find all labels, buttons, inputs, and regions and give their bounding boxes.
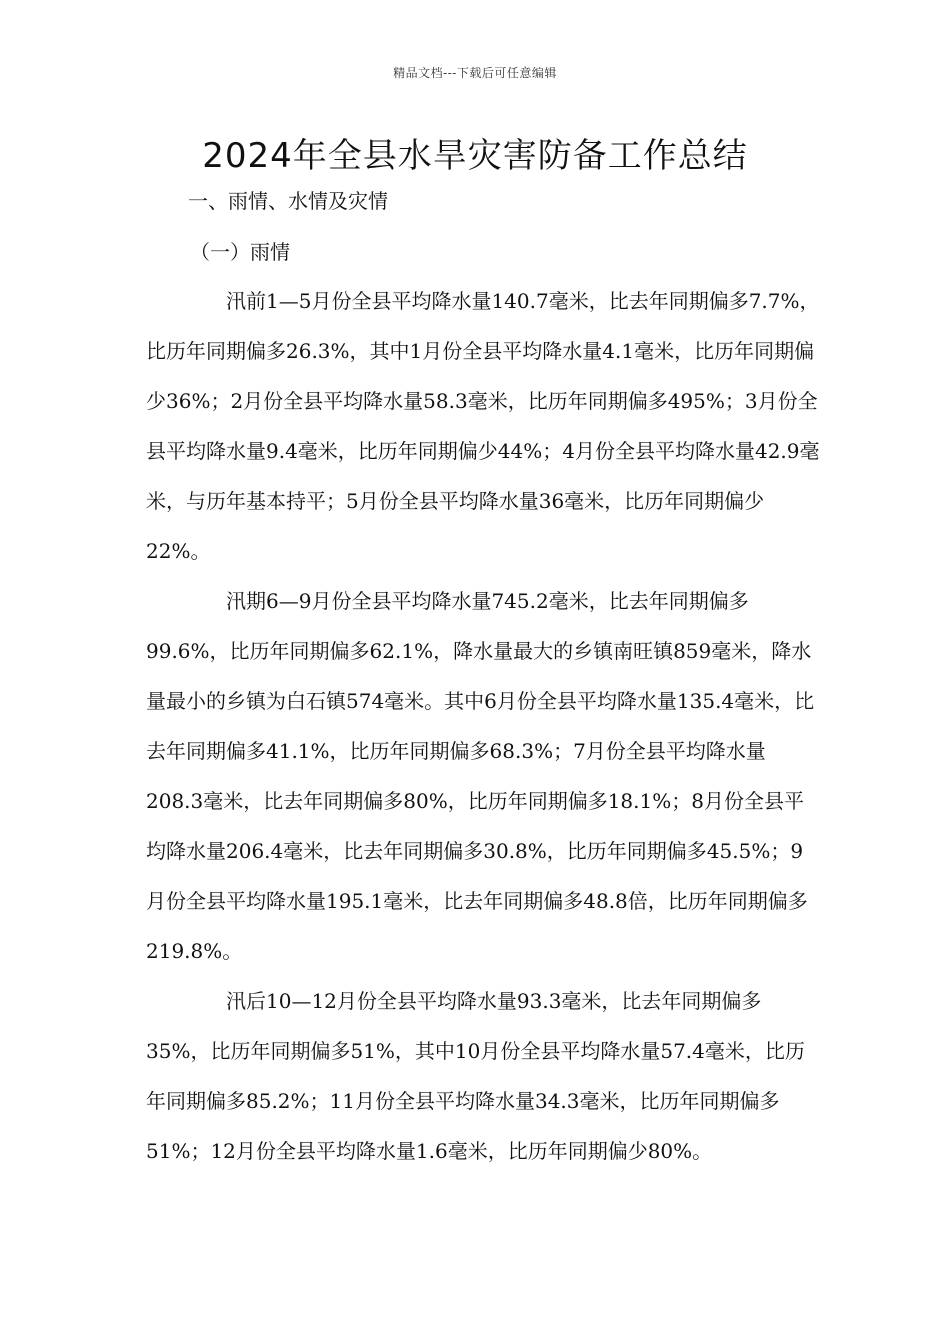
page-header: 精品文档---下载后可任意编辑 [393, 66, 557, 80]
paragraph-flood-season: 汛期6—9月份全县平均降水量745.2毫米，比去年同期偏多99.6%，比历年同期偏多62.1%，降水量最大的乡镇南旺镇859毫米，降水量最小的乡镇为白石镇574毫米。其中6月份全县平均降水量135.4毫米，比去年同期偏多41.1%，比历年同期偏多68.3%；7月份全县平均降水量208.3毫米，比去年同期偏多80%，比历年同期偏多18.1%；8月份全县平均降水量206.4毫米，比去年同期偏多30.8%，比历年同期偏多45.5%；9月份全县平均降水量195.1毫米，比去年同期偏多48.8倍，比历年同期偏多219.8%。 [146, 589, 815, 963]
body-text [146, 276, 821, 1176]
paragraph-post-flood: 汛后10—12月份全县平均降水量93.3毫米，比去年同期偏多35%，比历年同期偏多51%，其中10月份全县平均降水量57.4毫米，比历年同期偏多85.2%；11月份全县平均降水量34.3毫米，比历年同期偏多51%；12月份全县平均降水量1.6毫米，比历年同期偏少80%。 [146, 989, 805, 1163]
document-title: 2024年全县水旱灾害防备工作总结 [202, 136, 748, 176]
paragraph-pre-flood: 汛前1—5月份全县平均降水量140.7毫米，比去年同期偏多7.7%，比历年同期偏多26.3%，其中1月份全县平均降水量4.1毫米，比历年同期偏少36%；2月份全县平均降水量58.3毫米，比历年同期偏多495%；3月份全县平均降水量9.4毫米，比历年同期偏少44%；4月份全县平均降水量42.9毫米，与历年基本持平；5月份全县平均降水量36毫米，比历年同期偏少22%。 [146, 289, 820, 563]
section-heading: 一、雨情、水情及灾情 [188, 189, 388, 213]
subsection-heading: （一）雨情 [190, 240, 290, 264]
